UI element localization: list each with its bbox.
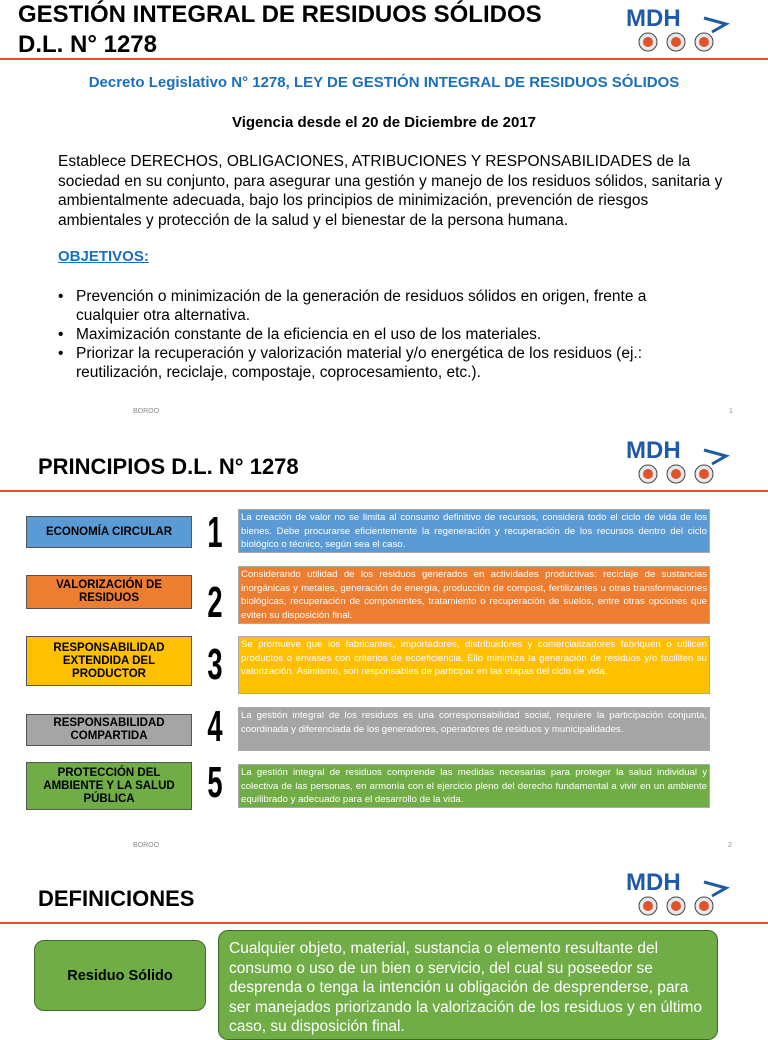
principle-label: ECONOMÍA CIRCULAR: [26, 516, 192, 548]
principle-description: La gestión integral de residuos comprende las medidas necesarias para proteger la salud individual y colectiva de las personas, en armonía con el ejercicio pleno del derecho fundamental a vivir en un ambiente equilibrado y adecuado para el desarrollo de la vida.: [238, 764, 710, 808]
slide-footer: BOROO: [133, 842, 160, 849]
mdh-logo-graphic: [626, 4, 736, 54]
mdh-logo-graphic: [626, 436, 736, 486]
title-line-2: D.L. N° 1278: [18, 31, 157, 58]
slide-1-title: [18, 0, 542, 60]
principle-description: La gestión integral de los residuos es una corresponsabilidad social, requiere la participación conjunta, coordinada y diferenciada de los generadores, operadores de residuos y municipalidades.: [238, 707, 710, 751]
page-number: 1: [729, 408, 733, 415]
objetivos-list: [58, 287, 708, 382]
principle-label: PROTECCIÓN DEL AMBIENTE Y LA SALUD PÚBLICA: [26, 762, 192, 810]
slide-footer: BOROO: [133, 408, 160, 415]
principle-label: VALORIZACIÓN DE RESIDUOS: [26, 575, 192, 609]
title-rule: [0, 58, 768, 60]
principle-description: Se promueve que los fabricantes, importadores, distribuidores y comercializadores fabriquen o utilicen productos o envases con criterios de ecoeficiencia. Ello minimiza la generación de residuos y/o faciliten su valorización. Asimismo, son responsables de participar en las etapas del ciclo de vida.: [238, 636, 710, 694]
logo-text: MDH: [626, 869, 681, 896]
slide-3: [0, 858, 768, 1035]
principle-number: 2: [207, 578, 223, 627]
principle-number: 4: [207, 702, 223, 751]
page-number: 2: [728, 842, 732, 849]
decree-heading: Decreto Legislativo N° 1278, LEY DE GESTIÓN INTEGRAL DE RESIDUOS SÓLIDOS: [88, 74, 680, 91]
principle-number: 1: [207, 508, 223, 557]
mdh-logo: [626, 4, 736, 54]
definition-term: Residuo Sólido: [34, 940, 206, 1011]
slide-1: [0, 0, 768, 428]
principle-description: Considerando utilidad de los residuos generados en actividades productivas: reciclaje de sustancias inorgánicas y metales, generación de energía, producción de compost, fertilizantes u otras transformaciones biológicas, recuperación de componentes, tratamiento o recuperación de suelos, entre otras opciones que eviten su disposición final.: [238, 566, 710, 624]
principle-label: RESPONSABILIDAD COMPARTIDA: [26, 714, 192, 746]
title-rule: [0, 922, 768, 924]
slide-3-title: DEFINICIONES: [38, 886, 195, 911]
principle-description: La creación de valor no se limita al consumo definitivo de recursos, considera todo el ciclo de vida de los bienes. Debe procurarse eficientemente la regeneración y recuperación de los recursos dentro del ciclo biológico o técnico, según sea el caso.: [238, 509, 710, 553]
logo-text: MDH: [626, 5, 681, 32]
title-rule: [0, 490, 768, 492]
objetivo-item: • Prevención o minimización de la generación de residuos sólidos en origen, frente a cualquier otra alternativa.: [58, 287, 708, 325]
intro-paragraph: Establece DERECHOS, OBLIGACIONES, ATRIBUCIONES Y RESPONSABILIDADES de la sociedad en su conjunto, para asegurar una gestión y manejo de los residuos sólidos, sanitaria y ambientalmente adecuada, bajo los principios de minimización, prevención de riesgos ambientales y protección de la salud y el bienestar de la persona humana.: [58, 153, 723, 229]
title-line-1: GESTIÓN INTEGRAL DE RESIDUOS SÓLIDOS: [18, 1, 542, 28]
principle-number: 3: [207, 640, 223, 689]
logo-text: MDH: [626, 437, 681, 464]
principle-number: 5: [207, 758, 223, 807]
mdh-logo-graphic: [626, 868, 736, 918]
slide-2-title: PRINCIPIOS D.L. N° 1278: [38, 454, 299, 479]
objetivos-heading: OBJETIVOS:: [58, 248, 149, 265]
vigencia-text: Vigencia desde el 20 de Diciembre de 2017: [231, 114, 537, 131]
objetivo-item: • Maximización constante de la eficiencia en el uso de los materiales.: [58, 325, 708, 344]
objetivo-item: • Priorizar la recuperación y valorización material y/o energética de los residuos (ej.: reutilización, reciclaje, compostaje, coprocesamiento, etc.).: [58, 344, 708, 382]
mdh-logo: [626, 868, 736, 918]
principle-label: RESPONSABILIDAD EXTENDIDA DEL PRODUCTOR: [26, 636, 192, 686]
definition-text: Cualquier objeto, material, sustancia o elemento resultante del consumo o uso de un bien o servicio, del cual su poseedor se desprenda o tenga la intención u obligación de desprenderse, para ser manejados priorizando la valorización de los residuos y en último caso, su disposición final.: [218, 930, 718, 1040]
mdh-logo: [626, 436, 736, 486]
slide-2: [0, 428, 768, 858]
